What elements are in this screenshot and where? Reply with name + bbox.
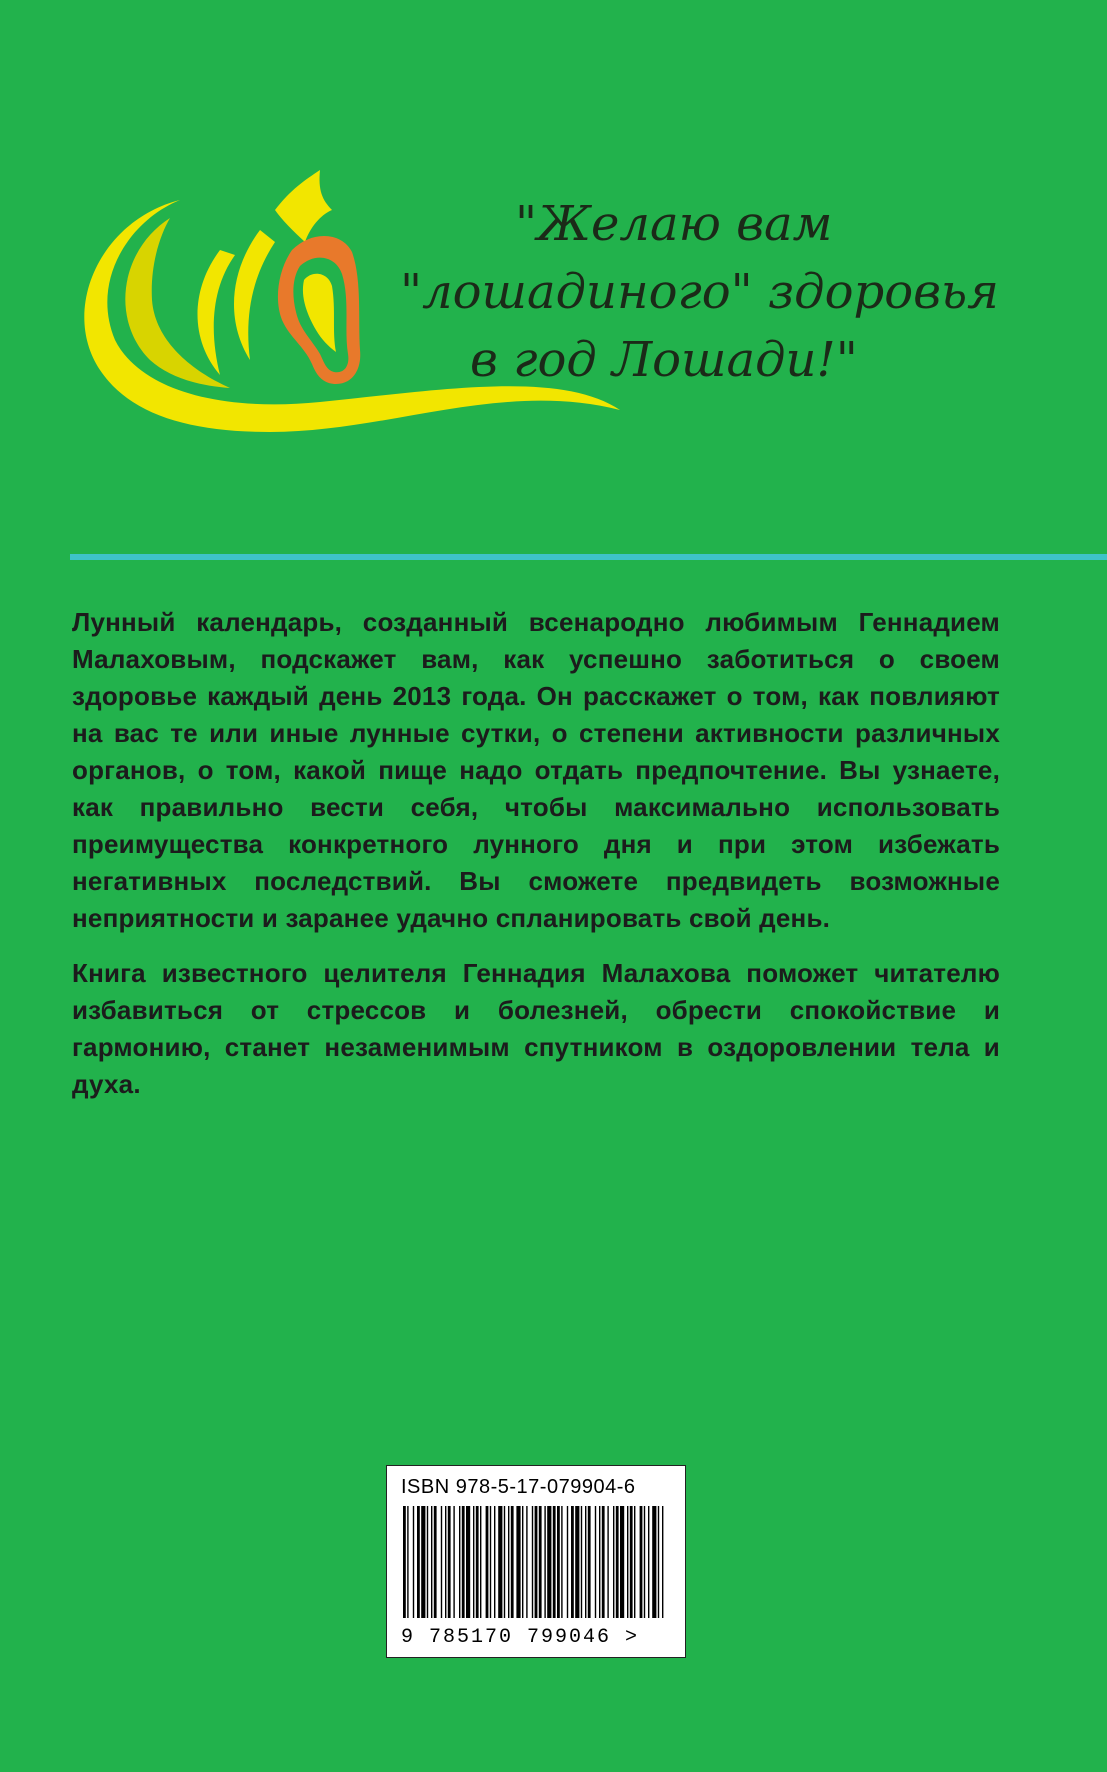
barcode-bar (535, 1506, 538, 1618)
barcode-bar (585, 1506, 586, 1618)
barcode-bar (662, 1506, 663, 1618)
barcode-bar (539, 1506, 542, 1618)
barcode-bar (561, 1506, 562, 1618)
barcode-bar (490, 1506, 491, 1618)
barcode-bar (413, 1506, 414, 1618)
isbn-label: ISBN 978-5-17-079904-6 (401, 1476, 636, 1498)
barcode-bar (658, 1506, 659, 1618)
barcode-bar (602, 1506, 605, 1618)
barcode-bar (544, 1506, 545, 1618)
barcode-bar (431, 1506, 432, 1618)
barcode-bar (511, 1506, 514, 1618)
barcode-bar (504, 1506, 505, 1618)
barcode-bar (532, 1506, 533, 1618)
book-description (72, 604, 1000, 1121)
barcode-bar (466, 1506, 470, 1618)
barcode-bar (476, 1506, 479, 1618)
barcode-bar (522, 1506, 523, 1618)
barcode-bar (526, 1506, 527, 1618)
barcode-bar (648, 1506, 649, 1618)
barcode-bar (516, 1506, 520, 1618)
barcode-bar (403, 1506, 406, 1618)
barcode-bar (448, 1506, 451, 1618)
barcode-bar (620, 1506, 624, 1618)
barcode-bar (462, 1506, 465, 1618)
barcode-bar (571, 1506, 574, 1618)
description-paragraph-2: Книга известного целителя Геннадия Малахова поможет читателю избавиться от стрессов и болезней, обрести спокойствие и гармонию, станет незаменимым спутником в оздоровлении тела и духа. (72, 958, 1000, 1099)
barcode-bar (486, 1506, 489, 1618)
barcode-bar (480, 1506, 481, 1618)
quote-text (380, 190, 1000, 394)
barcode-bar (427, 1506, 428, 1618)
barcode-bar (508, 1506, 509, 1618)
barcode-bar (441, 1506, 442, 1618)
barcode-bar (640, 1506, 643, 1618)
quote-line-3: в год Лошади!" (470, 332, 858, 388)
quote-line-2: "лошадиного" здоровья (400, 264, 999, 320)
barcode-bar (473, 1506, 474, 1618)
barcode-bar (575, 1506, 579, 1618)
barcode-bar (421, 1506, 425, 1618)
barcode-bar (434, 1506, 437, 1618)
barcode-bar (553, 1506, 556, 1618)
barcode-bar (494, 1506, 495, 1618)
barcode-bar (630, 1506, 633, 1618)
barcode-bar (644, 1506, 645, 1618)
barcode-bar (599, 1506, 600, 1618)
description-paragraph-1: Лунный календарь, созданный всенародно любимым Геннадием Малаховым, подскажет вам, как успешно заботиться о своем здоровье каждый день 2013 года. Он расскажет о том, как повлияют на вас те или иные лунные сутки, о степени активности различных органов, о том, какой пище надо отдать предпочтение. Вы узнаете, как правильно вести себя, чтобы максимально использовать преимущества конкретного лунного дня и при этом избежать негативных последствий. Вы сможете предвидеть возможные неприятности и заранее удачно спланировать свой день. (72, 607, 1000, 933)
barcode-bar (634, 1506, 635, 1618)
barcode-bar (498, 1506, 502, 1618)
barcode-bar (567, 1506, 568, 1618)
barcode-bar (453, 1506, 454, 1618)
barcode-bar (588, 1506, 591, 1618)
barcode-bar (595, 1506, 596, 1618)
barcode-bar (616, 1506, 619, 1618)
barcode-digits: 9 785170 799046 > (401, 1626, 640, 1649)
barcode-bar (607, 1506, 608, 1618)
quote-line-1: "Желаю вам (515, 196, 833, 252)
barcode-bar (459, 1506, 460, 1618)
barcode-bar (445, 1506, 446, 1618)
barcode-bar (613, 1506, 614, 1618)
barcode-bar (557, 1506, 560, 1618)
barcode-bar (417, 1506, 420, 1618)
barcode-bar (652, 1506, 656, 1618)
isbn-barcode (386, 1465, 686, 1658)
barcode-bars (401, 1506, 671, 1624)
barcode-bar (581, 1506, 582, 1618)
barcode-bar (547, 1506, 551, 1618)
barcode-bar (627, 1506, 628, 1618)
barcode-bar (407, 1506, 408, 1618)
divider-line (70, 554, 1107, 560)
